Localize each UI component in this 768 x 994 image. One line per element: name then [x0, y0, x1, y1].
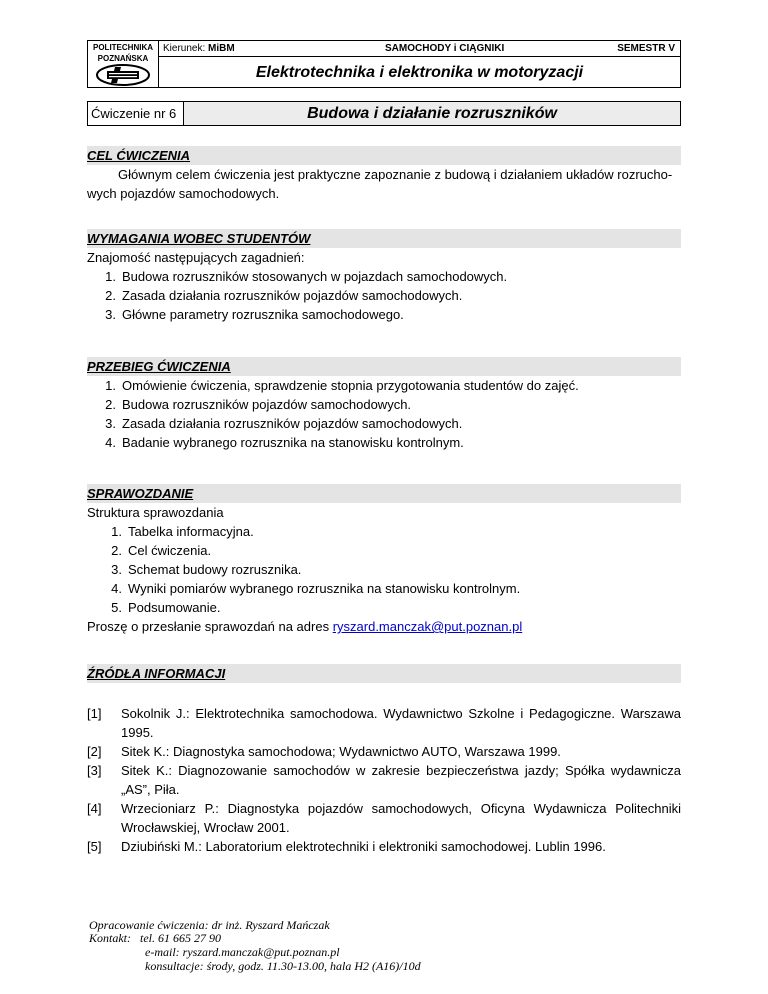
list-number: 1.	[111, 524, 122, 539]
footer-contact-label: Kontakt:	[89, 931, 131, 945]
reference-number: [2]	[87, 744, 102, 759]
reference-line: Sokolnik J.: Elektrotechnika samochodowa. Wydawnictwo Szkolne i Pedagogiczne. Warszawa	[121, 706, 681, 721]
reference-line: Sitek K.: Diagnostyka samochodowa; Wydawnictwo AUTO, Warszawa 1999.	[121, 744, 561, 759]
footer-email: e-mail: ryszard.manczak@put.poznan.pl	[145, 945, 340, 959]
kierunek-value: MiBM	[208, 43, 235, 54]
reference-line: Dziubiński M.: Laboratorium elektrotechniki i elektroniki samochodowej. Lublin 1996.	[121, 839, 606, 854]
kierunek-label: Kierunek:	[163, 43, 206, 54]
reference-number: [5]	[87, 839, 102, 854]
reference-line: Wrzecioniarz P.: Diagnostyka pojazdów samochodowych, Oficyna Wydawnicza Politechniki	[121, 801, 681, 816]
logo-line1: POLITECHNIKA	[93, 43, 153, 52]
section-heading-goal: CEL ĆWICZENIA	[87, 146, 681, 165]
footer-contact	[89, 931, 221, 946]
reference-item	[87, 837, 681, 856]
footer-author: Opracowanie ćwiczenia: dr inż. Ryszard Mańczak	[89, 918, 330, 932]
report-intro: Struktura sprawozdania	[87, 505, 224, 520]
list-text: Schemat budowy rozrusznika.	[128, 562, 302, 577]
footer-phone: tel. 61 665 27 90	[140, 931, 221, 945]
exercise-title: Budowa i działanie rozruszników	[307, 105, 557, 122]
reference-line: Sitek K.: Diagnozowanie samochodów w zakresie bezpieczeństwa jazdy; Spółka wydawnicza	[121, 763, 681, 778]
reference-text	[121, 761, 681, 799]
list-number: 3.	[111, 562, 122, 577]
list-item	[100, 579, 520, 598]
reference-text	[121, 799, 681, 837]
exercise-number: Ćwiczenie nr 6	[88, 102, 184, 125]
module-name: SAMOCHODY i CIĄGNIKI	[385, 43, 505, 54]
section-heading-report: SPRAWOZDANIE	[87, 484, 681, 503]
list-item	[100, 560, 301, 579]
document-header	[87, 40, 681, 88]
email-link[interactable]: ryszard.manczak@put.poznan.pl	[332, 619, 523, 634]
goal-text-line2: wych pojazdów samochodowych.	[87, 186, 280, 201]
list-number: 3.	[105, 307, 116, 322]
report-send-note	[87, 617, 522, 636]
university-emblem-icon	[95, 64, 151, 86]
list-number: 4.	[111, 581, 122, 596]
reference-item	[87, 742, 681, 761]
kierunek	[163, 41, 235, 56]
list-text: Wyniki pomiarów wybranego rozrusznika na stanowisku kontrolnym.	[128, 581, 521, 596]
section-heading-requirements: WYMAGANIA WOBEC STUDENTÓW	[87, 229, 681, 248]
list-number: 5.	[111, 600, 122, 615]
list-text: Badanie wybranego rozrusznika na stanowisku kontrolnym.	[122, 435, 464, 450]
university-logo	[88, 41, 159, 88]
reference-number: [4]	[87, 801, 102, 816]
list-item	[94, 267, 507, 286]
reference-number: [3]	[87, 763, 102, 778]
footer-consultations: konsultacje: środy, godz. 11.30-13.00, hala H2 (A16)/10d	[145, 959, 421, 973]
list-number: 1.	[105, 269, 116, 284]
logo-line2: POZNAŃSKA	[97, 54, 149, 63]
header-meta-row	[159, 41, 680, 57]
list-number: 4.	[105, 435, 116, 450]
goal-text-line1: Głównym celem ćwiczenia jest praktyczne zapoznanie z budową i działaniem układów rozrucho-	[118, 167, 673, 182]
reference-number: [1]	[87, 706, 102, 721]
list-item	[94, 376, 579, 395]
reference-line: Wrocławskiej, Wrocław 2001.	[121, 820, 290, 835]
list-item	[94, 395, 411, 414]
list-text: Zasada działania rozruszników pojazdów samochodowych.	[122, 288, 463, 303]
list-text: Podsumowanie.	[128, 600, 221, 615]
list-item	[100, 522, 254, 541]
list-text: Tabelka informacyjna.	[128, 524, 254, 539]
semester: SEMESTR V	[617, 43, 675, 54]
list-number: 3.	[105, 416, 116, 431]
list-text: Cel ćwiczenia.	[128, 543, 212, 558]
reference-text	[121, 704, 681, 742]
reference-item	[87, 799, 681, 837]
section-heading-sources: ŹRÓDŁA INFORMACJI	[87, 664, 681, 683]
list-number: 2.	[111, 543, 122, 558]
report-send-text: Proszę o przesłanie sprawozdań na adres	[87, 619, 333, 634]
course-title: Elektrotechnika i elektronika w motoryzacji	[255, 64, 584, 81]
reference-line: „AS”, Piła.	[121, 782, 180, 797]
list-item	[94, 433, 464, 452]
reference-text	[121, 837, 681, 856]
list-number: 1.	[105, 378, 116, 393]
list-item	[100, 541, 211, 560]
list-item	[94, 286, 462, 305]
list-text: Zasada działania rozruszników pojazdów samochodowych.	[122, 416, 463, 431]
requirements-intro: Znajomość następujących zagadnień:	[87, 250, 305, 265]
list-text: Budowa rozruszników stosowanych w pojazdach samochodowych.	[122, 269, 508, 284]
list-text: Budowa rozruszników pojazdów samochodowych.	[122, 397, 412, 412]
reference-text	[121, 742, 681, 761]
list-item	[94, 414, 462, 433]
list-text: Omówienie ćwiczenia, sprawdzenie stopnia przygotowania studentów do zajęć.	[122, 378, 579, 393]
reference-item	[87, 761, 681, 799]
reference-item	[87, 704, 681, 742]
list-text: Główne parametry rozrusznika samochodowego.	[122, 307, 404, 322]
list-number: 2.	[105, 288, 116, 303]
exercise-bar	[87, 101, 681, 126]
section-heading-procedure: PRZEBIEG ĆWICZENIA	[87, 357, 681, 376]
list-number: 2.	[105, 397, 116, 412]
list-item	[94, 305, 404, 324]
reference-line: 1995.	[121, 725, 154, 740]
list-item	[100, 598, 221, 617]
